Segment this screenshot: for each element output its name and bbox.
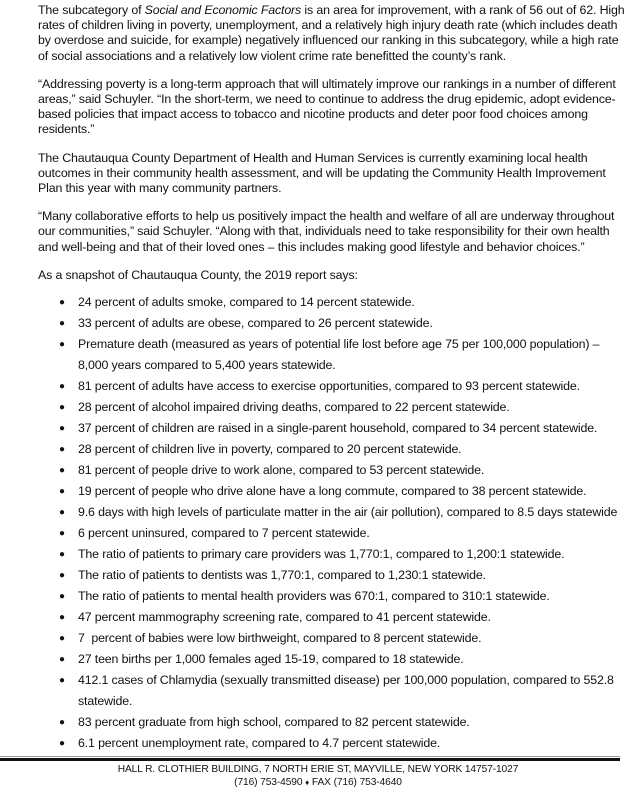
list-item-text: 83 percent graduate from high school, compared to 82 percent statewide. bbox=[78, 715, 470, 730]
list-item-text: 6 percent uninsured, compared to 7 percent statewide. bbox=[78, 526, 370, 541]
list-item-text: 28 percent of alcohol impaired driving deaths, compared to 22 percent statewide. bbox=[78, 400, 510, 415]
bullet-icon: ● bbox=[59, 675, 65, 687]
list-item-text: 27 teen births per 1,000 females aged 15-19, compared to 18 statewide. bbox=[78, 652, 464, 667]
letterhead-footer bbox=[0, 764, 636, 789]
bullet-icon: ● bbox=[59, 549, 65, 561]
bullet-icon: ● bbox=[59, 612, 65, 624]
list-item bbox=[38, 460, 626, 481]
bullet-icon: ● bbox=[59, 339, 65, 351]
list-item bbox=[38, 292, 626, 313]
footer-address: HALL R. CLOTHIER BUILDING, 7 NORTH ERIE ST, MAYVILLE, NEW YORK 14757-1027 bbox=[117, 764, 519, 775]
list-item bbox=[38, 502, 626, 523]
bullet-icon: ● bbox=[59, 570, 65, 582]
list-item-text: 24 percent of adults smoke, compared to 14 percent statewide. bbox=[78, 295, 415, 310]
bullet-icon: ● bbox=[59, 654, 65, 666]
list-item-text: The ratio of patients to primary care providers was 1,770:1, compared to 1,200:1 statewide. bbox=[78, 547, 565, 562]
list-item bbox=[38, 481, 626, 502]
paragraph-department-assessment: The Chautauqua County Department of Health and Human Services is currently examining local health outcomes in their community health assessment, and will be updating the Community Health Improvement Plan this year with many community partners. bbox=[38, 150, 606, 196]
paragraph-schuyler-quote-poverty: “Addressing poverty is a long-term approach that will ultimately improve our rankings in a number of different areas,” said Schuyler. “In the short-term, we need to continue to address the drug epidemic, adopt evidence-based policies that impact access to tobacco and nicotine products and deter poor food choices among residents.” bbox=[38, 76, 616, 137]
list-item-text: 37 percent of children are raised in a single-parent household, compared to 34 percent statewide. bbox=[78, 421, 598, 436]
list-item bbox=[38, 313, 626, 334]
bullet-icon: ● bbox=[59, 465, 65, 477]
list-item bbox=[38, 586, 626, 607]
stats-bullet-list bbox=[38, 292, 626, 754]
list-item-text: 412.1 cases of Chlamydia (sexually transmitted disease) per 100,000 population, compared to 552.8 statewide. bbox=[78, 673, 614, 709]
list-item-text: 81 percent of adults have access to exercise opportunities, compared to 93 percent statewide. bbox=[78, 379, 580, 394]
list-item bbox=[38, 523, 626, 544]
list-item bbox=[38, 628, 626, 649]
bullet-icon: ● bbox=[59, 486, 65, 498]
list-item-text: The ratio of patients to dentists was 1,770:1, compared to 1,230:1 statewide. bbox=[78, 568, 486, 583]
list-item bbox=[38, 334, 626, 376]
bullet-icon: ● bbox=[59, 528, 65, 540]
list-item bbox=[38, 649, 626, 670]
list-item bbox=[38, 607, 626, 628]
footer-fax: FAX (716) 753-4640 bbox=[311, 776, 402, 788]
list-item-text: 33 percent of adults are obese, compared to 26 percent statewide. bbox=[78, 316, 433, 331]
footer-divider bbox=[0, 758, 620, 761]
list-item bbox=[38, 439, 626, 460]
diamond-separator-icon: ♦ bbox=[305, 777, 310, 787]
bullet-icon: ● bbox=[59, 444, 65, 456]
paragraph-social-economic-factors bbox=[38, 3, 626, 64]
list-item bbox=[38, 397, 626, 418]
list-item bbox=[38, 712, 626, 733]
list-item-text: 7 percent of babies were low birthweight, compared to 8 percent statewide. bbox=[78, 631, 482, 646]
footer-contact bbox=[0, 777, 636, 790]
bullet-icon: ● bbox=[59, 318, 65, 330]
bullet-icon: ● bbox=[59, 717, 65, 729]
bullet-icon: ● bbox=[59, 633, 65, 645]
p1-text-after: is an area for improvement, with a rank of 56 out of 62. High rates of children living in poverty, unemployment, and a relatively high injury death rate (which includes death by overdose and suicide, for example) negatively influenced our ranking in this subcategory, while a high rate of social associations and a relatively low violent crime rate benefitted the county’s rank. bbox=[38, 3, 625, 63]
bullet-icon: ● bbox=[59, 297, 65, 309]
list-item-text: 9.6 days with high levels of particulate matter in the air (air pollution), compared to 8.5 days statewide bbox=[78, 505, 618, 520]
list-item bbox=[38, 733, 626, 754]
list-item bbox=[38, 565, 626, 586]
list-item-text: 6.1 percent unemployment rate, compared to 4.7 percent statewide. bbox=[78, 736, 441, 751]
list-item bbox=[38, 418, 626, 439]
bullet-icon: ● bbox=[59, 738, 65, 750]
list-item bbox=[38, 670, 626, 712]
list-item-text: 28 percent of children live in poverty, compared to 20 percent statewide. bbox=[78, 442, 462, 457]
list-item-text: Premature death (measured as years of potential life lost before age 75 per 100,000 population) – 8,000 years compared to 5,400 years statewide. bbox=[78, 337, 600, 373]
footer-phone: (716) 753-4590 bbox=[234, 776, 303, 788]
list-item-text: 47 percent mammography screening rate, compared to 41 percent statewide. bbox=[78, 610, 491, 625]
list-item-text: The ratio of patients to mental health providers was 670:1, compared to 310:1 statewide. bbox=[78, 589, 550, 604]
document-body bbox=[38, 3, 626, 754]
list-item bbox=[38, 376, 626, 397]
bullet-icon: ● bbox=[59, 507, 65, 519]
bullet-icon: ● bbox=[59, 591, 65, 603]
p1-italic-subcategory: Social and Economic Factors bbox=[144, 3, 302, 17]
footer-divider-thin bbox=[0, 756, 620, 757]
list-item bbox=[38, 544, 626, 565]
bullet-icon: ● bbox=[59, 381, 65, 393]
p1-text-before: The subcategory of bbox=[38, 3, 145, 17]
paragraph-schuyler-quote-collaboration: “Many collaborative efforts to help us positively impact the health and welfare of all are underway throughout our communities,” said Schuyler. “Along with that, individuals need to take responsibility for their own health and well-being and that of their loved ones – this includes making good lifestyle and behavior choices.” bbox=[38, 209, 615, 254]
list-item-text: 19 percent of people who drive alone have a long commute, compared to 38 percent statewide. bbox=[78, 484, 587, 499]
bullet-icon: ● bbox=[59, 402, 65, 414]
paragraph-snapshot-intro: As a snapshot of Chautauqua County, the 2019 report says: bbox=[38, 267, 358, 282]
bullet-icon: ● bbox=[59, 423, 65, 435]
list-item-text: 81 percent of people drive to work alone, compared to 53 percent statewide. bbox=[78, 463, 485, 478]
